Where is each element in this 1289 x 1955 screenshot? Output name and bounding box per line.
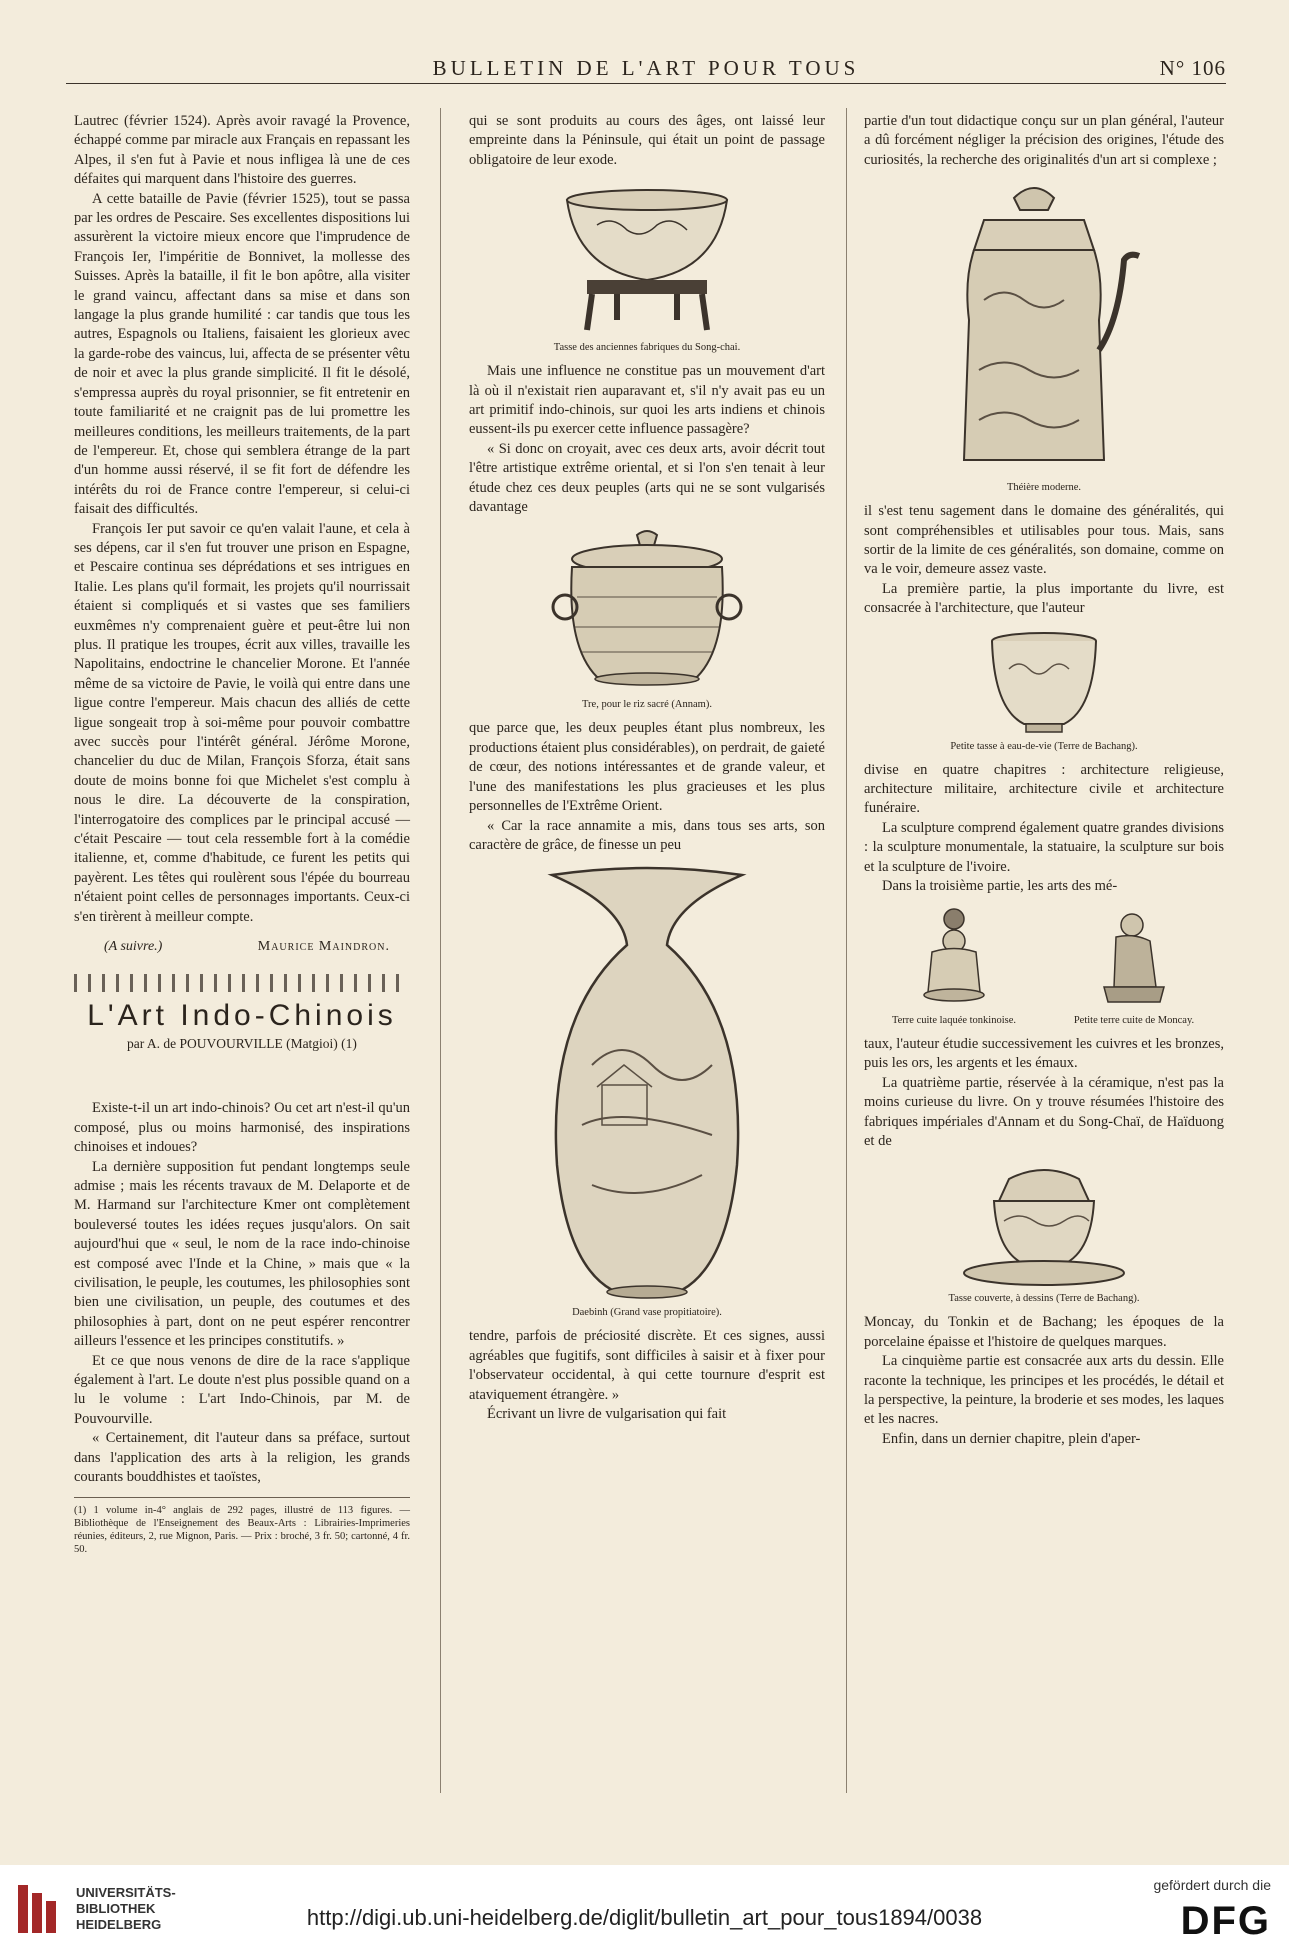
paragraph: que parce que, les deux peuples étant plus nombreux, les productions étaient plus considérables), on perdrait, de gaieté de cœur, des notions intéressantes et de grande valeur, et l'une des manifestations les plus gracieuses et les plus personnelles de l'Extrême Orient.	[469, 720, 825, 815]
seated-figure-illustration	[914, 907, 994, 1007]
paragraph: « Si donc on croyait, avec ces deux arts, avoir décrit tout l'être artistique extrême oriental, et si l'on s'en tenait à leur étude chez ces deux peuples (arts qui ne se sont vulgarisés davantage	[469, 440, 825, 516]
footnote: (1) 1 volume in-4° anglais de 292 pages, illustré de 113 figures. — Bibliothèque de l'Enseignement des Beaux-Arts : Librairies-Imprimeries réunies, éditeurs, 2, rue Mignon, Paris. — Prix : broché, 3 fr. 50; cartonné, 4 fr. 50.	[74, 1497, 410, 1556]
paragraph: « Certainement, dit l'auteur dans sa préface, surtout dans l'application des arts à la religion, les grands courants bouddhistes et taoïstes,	[74, 1430, 410, 1485]
author-signature: Maurice Maindron.	[257, 939, 390, 955]
cup-illustration	[557, 180, 737, 340]
figure-moncay-terracotta	[1059, 907, 1209, 1027]
funding-note: gefördert durch die	[1153, 1877, 1271, 1893]
vase-illustration	[532, 865, 762, 1305]
column-2	[469, 112, 825, 1424]
figure-caption: Tre, pour le riz sacré (Annam).	[582, 699, 712, 711]
figure-cup-song-chai	[469, 180, 825, 354]
column-1	[74, 112, 410, 1556]
paragraph: La première partie, la plus importante du livre, est consacrée à l'architecture, que l'auteur	[864, 580, 1224, 617]
paragraph: taux, l'auteur étudie successivement les cuivres et les bronzes, puis les ors, les argents et les émaux.	[864, 1035, 1224, 1072]
article-byline: par A. de POUVOURVILLE (Matgioi) (1)	[127, 1035, 357, 1051]
page-header	[66, 52, 1226, 84]
paragraph: tendre, parfois de préciosité discrète. Et ces signes, aussi agréables que fugitifs, sont difficiles à saisir et à fixer pour l'observateur occidental, à qui cette tournure d'esprit est ataviquement étrangère. »	[469, 1328, 825, 1403]
paragraph: Mais une influence ne constitue pas un mouvement d'art là où il n'existait rien auparavant et, s'il n'y avait pas eu un art primitif indo-chinois, sur quoi les arts indiens et chinois eussent-ils pu exercer cette influence passagère?	[469, 363, 825, 438]
figure-caption: Tasse des anciennes fabriques du Song-chai.	[553, 342, 741, 354]
covered-cup-illustration	[959, 1161, 1129, 1291]
article-title: L'Art Indo-Chinois	[87, 999, 397, 1033]
paragraph: partie d'un tout didactique conçu sur un plan général, l'auteur a dû forcément négliger la précision des origines, l'étude des curiosités, la recherche des originalités d'un art si complexe ;	[864, 113, 1224, 168]
paragraph: Et ce que nous venons de dire de la race s'applique également à l'art. Le doute n'est plus possible quand on a lu le volume : L'art Indo-Chinois, par M. de Pouvourville.	[74, 1352, 410, 1427]
figure-covered-cup	[864, 1161, 1224, 1305]
column-3	[864, 112, 1224, 1449]
paragraph: La quatrième partie, réservée à la céramique, n'est pas la moins curieuse du livre. On y trouve résumées l'histoire des fabriques impériales d'Annam et du Song-Chaï, de Haïduong et de	[864, 1074, 1224, 1149]
figure-caption: Daebinh (Grand vase propitiatoire).	[572, 1307, 722, 1319]
figure-caption: Terre cuite laquée tonkinoise.	[891, 1014, 1017, 1026]
paragraph: La sculpture comprend également quatre grandes divisions : la sculpture monumentale, la statuaire, la sculpture sur bois et la sculpture de l'ivoire.	[864, 819, 1224, 875]
source-url-link[interactable]: http://digi.ub.uni-heidelberg.de/diglit/bulletin_art_pour_tous1894/0038	[306, 1905, 983, 1930]
figure-pair-terracotta	[864, 907, 1224, 1027]
paragraph: La dernière supposition fut pendant longtemps seule admise ; mais les récents travaux de M. Delaporte et de M. Harmand sur l'architecture Kmer ont complètement bouleversé toutes les idées reçues jusqu'alors. On sait aujourd'hui que « seul, le nom de la race indo-chinoise est composé avec l'Inde et la Chine, » mais que « la civilisation, le peuple, les coutumes, les philosophies sont bien une civilisation, un peuple, des coutumes et des philosophies à part, dont on ne peut espérer rencontrer ailleurs l'essence et les principes constitutifs. »	[74, 1158, 410, 1350]
library-name: UNIVERSITÄTS- BIBLIOTHEK HEIDELBERG	[76, 1885, 176, 1932]
paragraph: La cinquième partie est consacrée aux arts du dessin. Elle raconte la technique, les principes et les procédés, le détail et la perspective, la peinture, la broderie et ses modes, les laques et les nacres.	[864, 1353, 1224, 1428]
column-divider	[846, 108, 847, 1793]
paragraph: François Ier put savoir ce qu'en valait l'aune, et cela à ses dépens, car il s'en fut trouver une prison en Espagne, et Pescaire continua ses déprédations et ses intrigues en Italie. Les plans qu'il formait, les projets qu'il nourrissait étaient si compliqués et si vastes que ses familiers euxmêmes n'y comprenaient guère et peut-être lui non plus. Il pratique les troupes, écrit aux villes, travaille les Napolitains, endoctrine le chancelier Morone. Et l'année même de sa victoire de Pavie, le voilà qui entre dans une ligue contre l'empereur. Mais chacun des alliés de cette ligue songeait trop à soi-même pour pouvoir combattre avec succès pour l'intérêt général. Jérôme Morone, chancelier du duc de Milan, François Sforza, était sans doute de moins bonne foi que Michelet s'est complu à nous le dire. La découverte de la conspiration, l'interrogatoire des complices par le principal accusé — c'était Pescaire — tout cela ressemble fort à la comédie italienne, et, comme d'habitude, ce furent les petits qui payèrent. Les têtes qui roulèrent sous l'épée du bourreau n'étaient point celles de personnages importants. Ceux-ci s'en tirèrent à meilleur compte.	[74, 520, 410, 925]
dfg-logo: DFG	[1180, 1899, 1271, 1943]
paragraph: qui se sont produits au cours des âges, ont laissé leur empreinte dans la Péninsule, qui était un point de passage obligatoire de leur exode.	[469, 113, 825, 168]
figure-lacquered-terracotta	[879, 907, 1029, 1027]
figure-rice-pot	[469, 527, 825, 711]
figure-caption: Petite terre cuite de Moncay.	[1073, 1014, 1195, 1026]
signature-line	[74, 927, 410, 956]
small-cup-illustration	[984, 629, 1104, 739]
paragraph: Lautrec (février 1524). Après avoir ravagé la Provence, échappé comme par miracle aux Français en repassant les Alpes, il s'en fut à Pavie et nous infligea là une de ces défaites qui marquent dans l'histoire des guerres.	[74, 113, 410, 188]
column-divider	[440, 108, 441, 1793]
figure-teapot	[864, 180, 1224, 494]
journal-title: BULLETIN DE L'ART POUR TOUS	[432, 56, 860, 80]
paragraph: divise en quatre chapitres : architecture religieuse, architecture militaire, architecture civile et architecture funéraire.	[864, 761, 1224, 817]
figure-caption: Théière moderne.	[1006, 482, 1082, 494]
paragraph: Existe-t-il un art indo-chinois? Ou cet art n'est-il qu'un composé, plus ou moins harmonisé, des inspirations chinoises et indoues?	[74, 1100, 410, 1156]
paragraph: Enfin, dans un dernier chapitre, plein d'aper-	[882, 1430, 1141, 1447]
digitization-footer	[0, 1865, 1289, 1955]
teapot-illustration	[944, 180, 1144, 480]
figure-caption: Petite tasse à eau-de-vie (Terre de Bachang).	[950, 740, 1138, 752]
figure-caption: Tasse couverte, à dessins (Terre de Bachang).	[948, 1293, 1140, 1305]
paragraph: A cette bataille de Pavie (février 1525), tout se passa par les ordres de Pescaire. Ses excellentes dispositions lui assurèrent la victoire mieux encore que l'imprudence de François Ier, l'impéritie de Bonnivet, la mollesse des Suisses. Après la bataille, il fit le bon apôtre, alla visiter le grand vaincu, affectant dans sa mise et dans son langage la plus grande humilité : car tandis que tous les autres, Espagnols ou Italiens, faisaient les glorieux avec la garde-robe des vaincus, lui, affecta de se présenter vêtu de noir et avec la plus grande simplicité. Il fit le désolé, s'empressa auprès du royal prisonnier, se fit entretenir en toute familiarité et ne craignit pas de lui promettre les meilleures conditions, les meilleurs traitements, de la part de l'empereur. Et, chose qui semblera étrange de la part d'un homme aussi réservé, il se fit fort de défendre les intérêts du roi de France contre l'empereur, si celui-ci faisait des difficultés.	[74, 190, 410, 518]
paragraph: Dans la troisième partie, les arts des mé-	[882, 878, 1118, 895]
paragraph: il s'est tenu sagement dans le domaine des généralités, qui sont compréhensibles et utilisables pour tous. Mais, sans sortir de la limite de ces généralités, son domaine, comme on va le voir, demeure assez vaste.	[864, 503, 1224, 578]
paragraph: Écrivant un livre de vulgarisation qui fait	[487, 1405, 727, 1422]
header-rule	[66, 83, 1226, 84]
issue-number: N° 106	[1159, 56, 1226, 80]
old-man-figure-illustration	[1094, 907, 1174, 1007]
paragraph: Moncay, du Tonkin et de Bachang; les époques de la porcelaine épaisse et l'histoire de quelques marques.	[864, 1314, 1224, 1350]
figure-daebinh-vase	[469, 865, 825, 1319]
covered-pot-illustration	[537, 527, 757, 697]
to-be-continued: (A suivre.)	[104, 939, 163, 955]
paragraph: « Car la race annamite a mis, dans tous ses arts, son caractère de grâce, de finesse un peu	[469, 817, 825, 853]
ornament-divider	[74, 974, 410, 992]
figure-small-cup	[864, 629, 1224, 753]
